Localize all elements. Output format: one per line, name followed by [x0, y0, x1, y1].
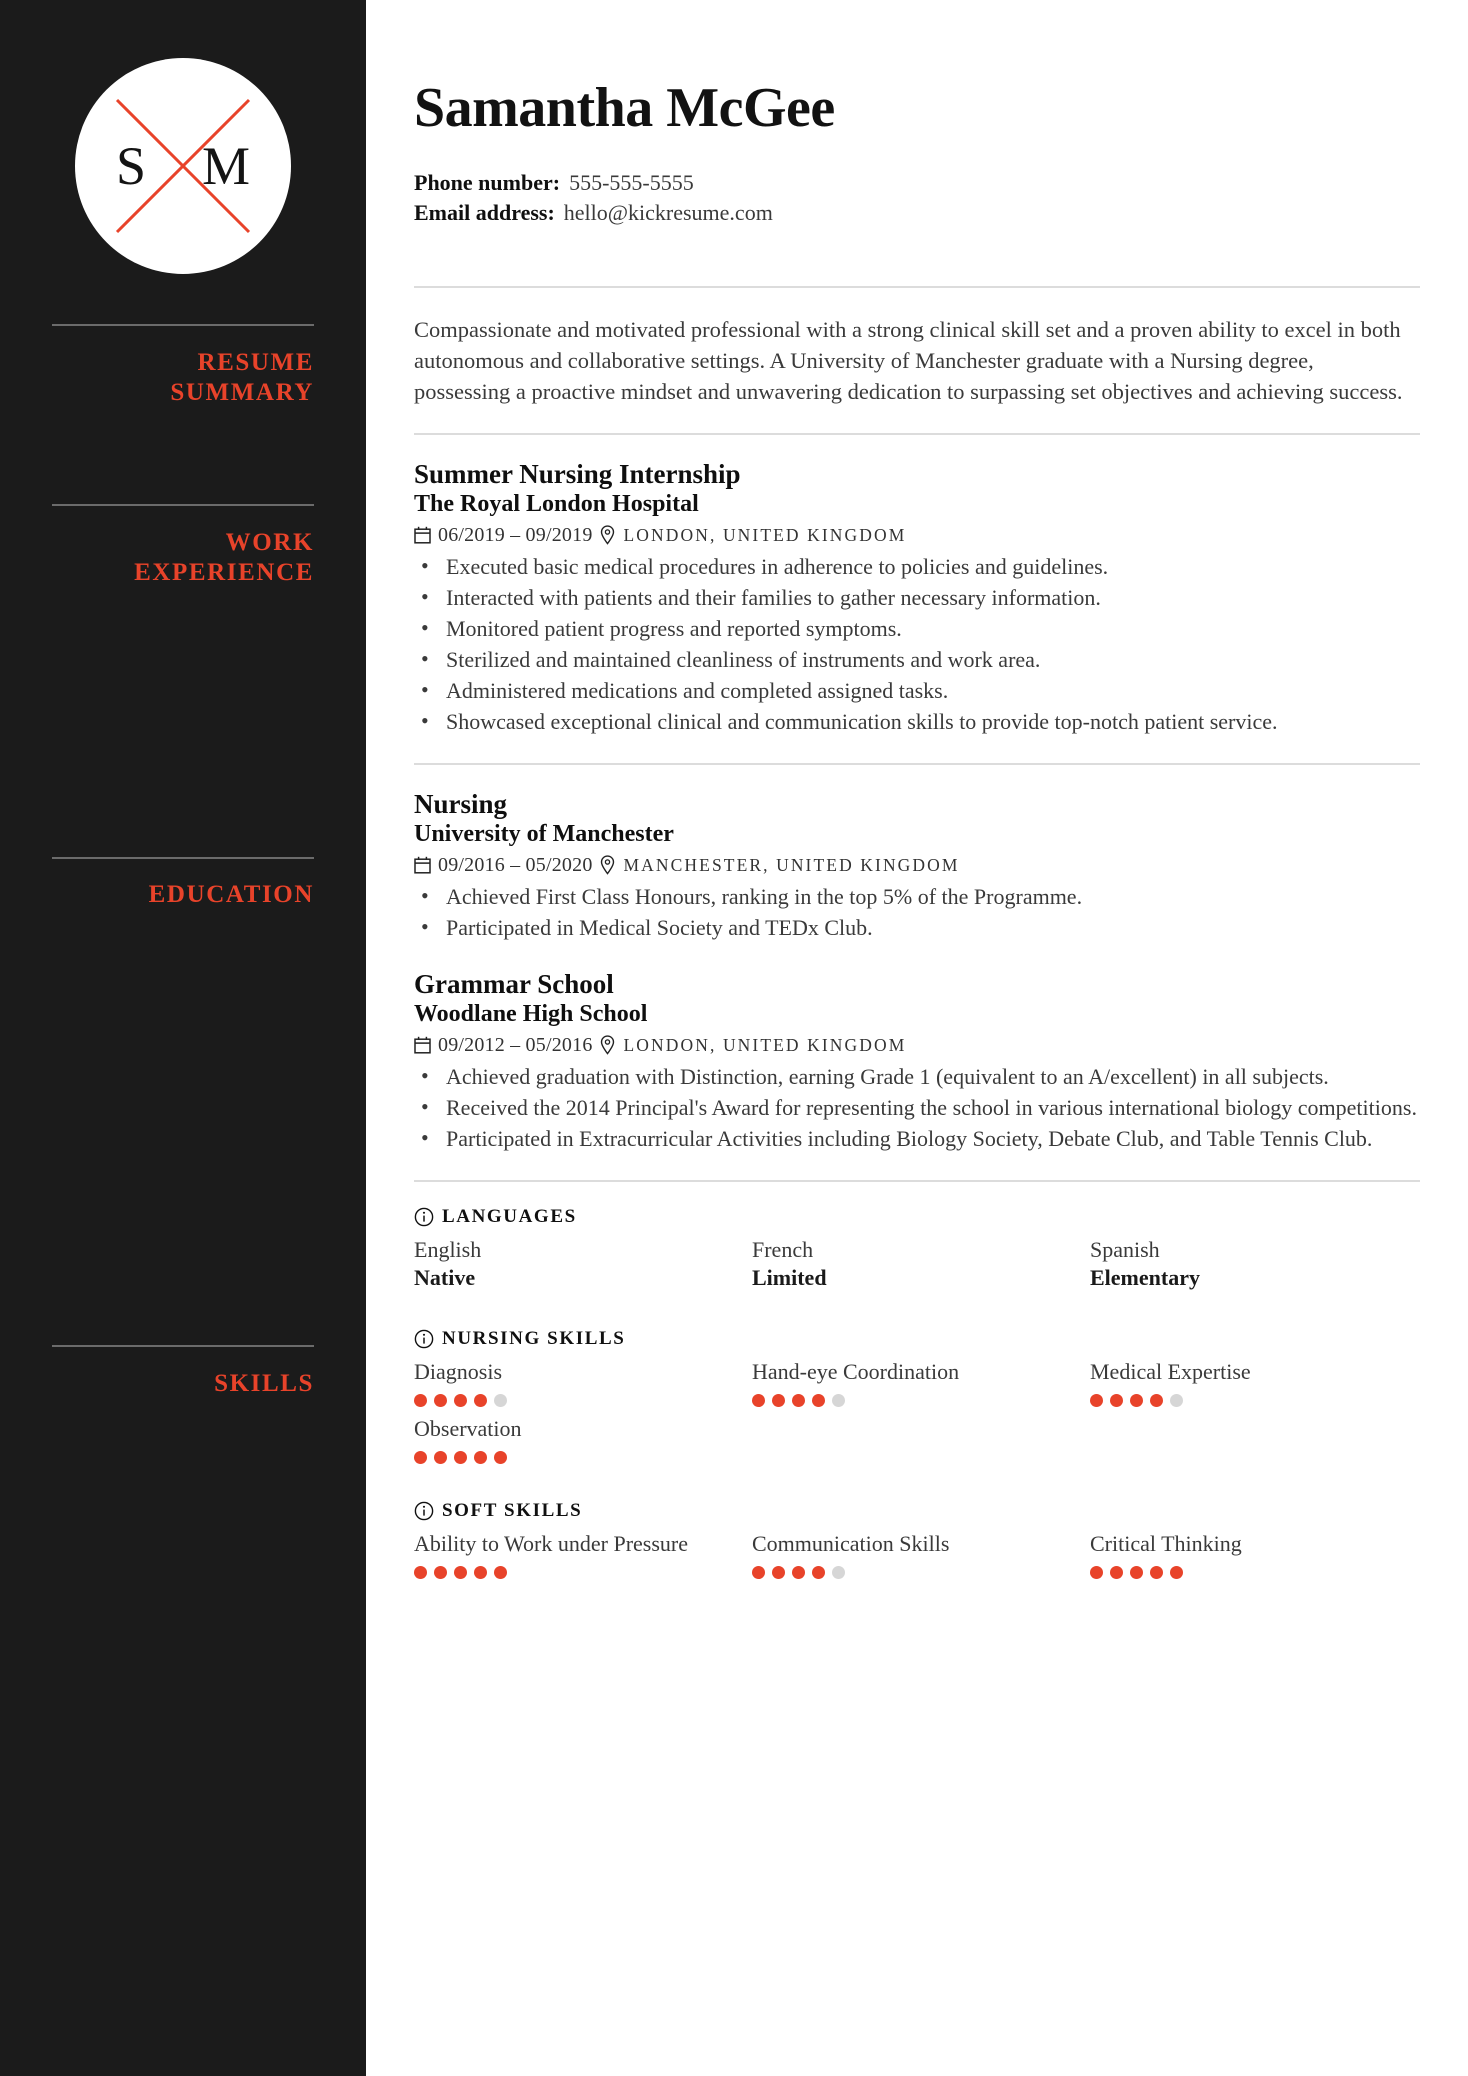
skill-group-title: NURSING SKILLS — [442, 1328, 626, 1349]
sidebar-item-skills — [52, 1369, 314, 1399]
skill-name: Critical Thinking — [1090, 1531, 1242, 1556]
skill-group — [414, 1500, 1420, 1581]
skill-name: French — [752, 1237, 814, 1262]
entry-bullets — [414, 552, 1420, 737]
location-pin-icon-wrap — [600, 525, 615, 545]
sidebar-label-line-1: EDUCATION — [148, 881, 314, 908]
rating-dot — [474, 1451, 487, 1464]
info-circle-icon — [414, 1329, 434, 1349]
entry-bullets — [414, 882, 1420, 943]
skill-group — [414, 1206, 1420, 1294]
rating-dot — [474, 1566, 487, 1579]
entry-meta — [414, 523, 1420, 547]
entry-date: 06/2019 – 09/2019 — [438, 524, 593, 546]
skill-name: Hand-eye Coordination — [752, 1359, 960, 1384]
bullet-item: • Executed basic medical procedures in adherence to policies and guidelines. — [414, 552, 1420, 582]
skill-cell — [1090, 1524, 1420, 1581]
skill-name: English — [414, 1237, 482, 1262]
rating-dots — [752, 1394, 1082, 1407]
section-education — [414, 765, 1420, 1180]
skill-level: Native — [414, 1265, 476, 1290]
rating-dot — [474, 1394, 487, 1407]
rating-dot — [1090, 1566, 1103, 1579]
rating-dot — [454, 1394, 467, 1407]
skill-name: Diagnosis — [414, 1359, 502, 1384]
work-experience-entries — [414, 459, 1420, 737]
skill-grid — [414, 1352, 1420, 1466]
rating-dot — [1110, 1394, 1123, 1407]
sidebar-item-resume-summary — [52, 348, 314, 408]
entry-title: Nursing — [414, 789, 508, 819]
skill-cell — [1090, 1352, 1420, 1409]
entry-title: Summer Nursing Internship — [414, 459, 741, 489]
skill-grid — [414, 1230, 1420, 1294]
contact-phone-row — [414, 168, 1420, 198]
skill-level: Limited — [752, 1265, 827, 1290]
sidebar-label-line-1: SKILLS — [214, 1370, 314, 1397]
sidebar-divider-4 — [52, 1345, 314, 1347]
entry-location: LONDON, UNITED KINGDOM — [623, 1035, 907, 1055]
calendar-icon — [414, 856, 431, 874]
skill-group-header — [414, 1206, 1420, 1228]
rating-dot — [414, 1394, 427, 1407]
rating-dots — [752, 1566, 1082, 1579]
phone-value: 555-555-5555 — [569, 170, 694, 195]
rating-dot — [1130, 1394, 1143, 1407]
calendar-icon-wrap — [414, 526, 431, 544]
info-icon-wrap — [414, 1329, 434, 1349]
entry — [414, 789, 1420, 943]
skill-group — [414, 1328, 1420, 1466]
rating-dot — [832, 1566, 845, 1579]
phone-label: Phone number: — [414, 170, 561, 195]
page-title: Samantha McGee — [414, 77, 835, 139]
sidebar-label-line-1: RESUME — [197, 349, 314, 376]
rating-dot — [1170, 1566, 1183, 1579]
skill-group-title: LANGUAGES — [442, 1206, 577, 1227]
skill-level: Elementary — [1090, 1265, 1200, 1290]
location-pin-icon — [600, 1035, 615, 1055]
rating-dot — [812, 1566, 825, 1579]
skill-group-header — [414, 1328, 1420, 1350]
sidebar-item-education — [52, 880, 314, 910]
rating-dot — [772, 1394, 785, 1407]
bullet-item: • Monitored patient progress and reported symptoms. — [414, 614, 1420, 644]
rating-dot — [752, 1566, 765, 1579]
skill-name: Observation — [414, 1416, 522, 1441]
logo-initial-second: M — [202, 136, 251, 196]
section-work-experience — [414, 435, 1420, 763]
info-icon-wrap — [414, 1207, 434, 1227]
sidebar-divider-3 — [52, 857, 314, 859]
rating-dots — [414, 1451, 744, 1464]
rating-dot — [1130, 1566, 1143, 1579]
rating-dot — [494, 1451, 507, 1464]
location-pin-icon-wrap — [600, 855, 615, 875]
info-circle-icon — [414, 1207, 434, 1227]
entry-title: Grammar School — [414, 969, 614, 999]
skill-name: Medical Expertise — [1090, 1359, 1251, 1384]
calendar-icon — [414, 526, 431, 544]
calendar-icon-wrap — [414, 1036, 431, 1054]
bullet-item: • Interacted with patients and their families to gather necessary information. — [414, 583, 1420, 613]
sidebar-divider-1 — [52, 324, 314, 326]
rating-dot — [494, 1394, 507, 1407]
rating-dots — [1090, 1394, 1420, 1407]
entry — [414, 459, 1420, 737]
entry-location: MANCHESTER, UNITED KINGDOM — [623, 855, 960, 875]
contact-block — [414, 168, 1420, 228]
calendar-icon-wrap — [414, 856, 431, 874]
rating-dot — [1110, 1566, 1123, 1579]
sidebar-divider-2 — [52, 504, 314, 506]
bullet-item: • Sterilized and maintained cleanliness of instruments and work area. — [414, 645, 1420, 675]
email-value: hello@kickresume.com — [563, 200, 773, 225]
sidebar-label-line-2: EXPERIENCE — [134, 559, 314, 586]
skill-grid — [414, 1524, 1420, 1581]
rating-dots — [414, 1394, 744, 1407]
rating-dots — [414, 1566, 744, 1579]
bullet-item: • Achieved graduation with Distinction, earning Grade 1 (equivalent to an A/excellent) in all subjects. — [414, 1062, 1420, 1092]
skill-group-header — [414, 1500, 1420, 1522]
entry-location: LONDON, UNITED KINGDOM — [623, 525, 907, 545]
entry-organization: The Royal London Hospital — [414, 491, 699, 517]
bullet-item: • Participated in Medical Society and TEDx Club. — [414, 913, 1420, 943]
sidebar-item-work-experience — [52, 528, 314, 588]
entry-date: 09/2016 – 05/2020 — [438, 854, 593, 876]
sidebar-label-line-1: WORK — [225, 529, 314, 556]
rating-dot — [454, 1566, 467, 1579]
sidebar — [0, 0, 366, 2076]
skill-name: Ability to Work under Pressure — [414, 1531, 689, 1556]
rating-dot — [792, 1566, 805, 1579]
skill-cell — [752, 1352, 1082, 1409]
entry-bullets — [414, 1062, 1420, 1154]
rating-dot — [772, 1566, 785, 1579]
entry-date: 09/2012 – 05/2016 — [438, 1034, 593, 1056]
rating-dot — [1150, 1566, 1163, 1579]
location-pin-icon-wrap — [600, 1035, 615, 1055]
location-pin-icon — [600, 855, 615, 875]
summary-text: Compassionate and motivated professional with a strong clinical skill set and a proven ability to excel in both autonomous and collaborative settings. A University of Manchester graduate with a Nursing degree, possessing a proactive mindset and unwavering dedication to surpassing set objectives and achieving success. — [414, 317, 1403, 404]
rating-dot — [1090, 1394, 1103, 1407]
skill-cell — [1090, 1230, 1420, 1294]
bullet-item: • Received the 2014 Principal's Award for representing the school in various international biology competitions. — [414, 1093, 1420, 1123]
rating-dot — [414, 1451, 427, 1464]
skill-cell — [414, 1230, 744, 1294]
rating-dot — [752, 1394, 765, 1407]
bullet-item: • Achieved First Class Honours, ranking in the top 5% of the Programme. — [414, 882, 1420, 912]
sidebar-label-line-2: SUMMARY — [170, 379, 314, 406]
section-resume-summary — [414, 288, 1420, 433]
section-skills — [414, 1182, 1420, 1601]
entry-meta — [414, 853, 1420, 877]
rating-dots — [1090, 1566, 1420, 1579]
rating-dot — [454, 1451, 467, 1464]
rating-dot — [1170, 1394, 1183, 1407]
skill-cell — [414, 1524, 744, 1581]
skill-cell — [414, 1352, 744, 1409]
rating-dot — [1150, 1394, 1163, 1407]
rating-dot — [812, 1394, 825, 1407]
rating-dot — [414, 1566, 427, 1579]
rating-dot — [434, 1566, 447, 1579]
skill-groups — [414, 1206, 1420, 1581]
bullet-item: • Showcased exceptional clinical and communication skills to provide top-notch patient service. — [414, 707, 1420, 737]
main-content — [366, 0, 1468, 2076]
location-pin-icon — [600, 525, 615, 545]
sidebar-section-labels — [0, 0, 366, 2076]
logo-initial-first: S — [115, 136, 147, 196]
rating-dot — [434, 1394, 447, 1407]
calendar-icon — [414, 1036, 431, 1054]
info-icon-wrap — [414, 1501, 434, 1521]
email-label: Email address: — [414, 200, 555, 225]
skill-cell — [752, 1230, 1082, 1294]
rating-dot — [434, 1451, 447, 1464]
rating-dot — [792, 1394, 805, 1407]
bullet-item: • Administered medications and completed assigned tasks. — [414, 676, 1420, 706]
rating-dot — [832, 1394, 845, 1407]
bullet-item: • Participated in Extracurricular Activities including Biology Society, Debate Club, and Table Tennis Club. — [414, 1124, 1420, 1154]
info-circle-icon — [414, 1501, 434, 1521]
rating-dot — [494, 1566, 507, 1579]
contact-email-row — [414, 198, 1420, 228]
entry-organization: Woodlane High School — [414, 1001, 648, 1027]
entry — [414, 969, 1420, 1154]
education-entries — [414, 789, 1420, 1154]
skill-name: Communication Skills — [752, 1531, 950, 1556]
skill-cell — [414, 1409, 744, 1466]
skill-name: Spanish — [1090, 1237, 1160, 1262]
skill-group-title: SOFT SKILLS — [442, 1500, 583, 1521]
skill-cell — [752, 1524, 1082, 1581]
entry-meta — [414, 1033, 1420, 1057]
entry-organization: University of Manchester — [414, 821, 674, 847]
